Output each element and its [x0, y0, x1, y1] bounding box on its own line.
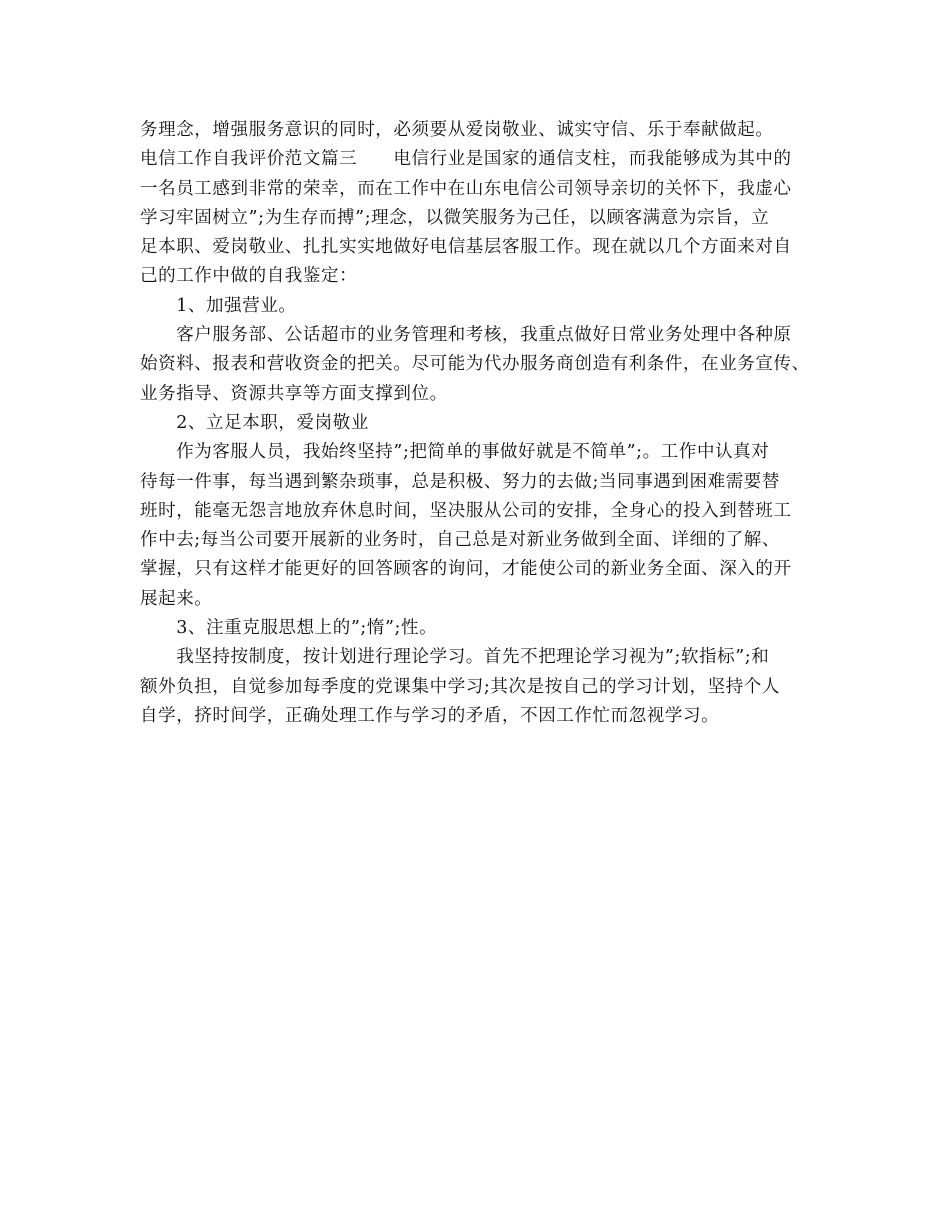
text-line: 展起来。 [140, 588, 213, 609]
text-line: 额外负担，自觉参加每季度的党课集中学习;其次是按自己的学习计划，坚持个人 [140, 676, 780, 697]
text-line: 作中去;每当公司要开展新的业务时，自己总是对新业务做到全面、详细的了解、 [140, 530, 780, 551]
text-line: 始资料、报表和营收资金的把关。尽可能为代办服务商创造有利条件，在业务宣传、 [140, 354, 810, 375]
text-line: 自学，挤时间学，正确处理工作与学习的矛盾，不因工作忙而忽视学习。 [140, 705, 720, 726]
text-line: 学习牢固树立”;为生存而搏”;理念，以微笑服务为己任，以顾客满意为宗旨，立 [140, 207, 770, 228]
text-line: 己的工作中做的自我鉴定： [140, 266, 358, 287]
text-line: 1、加强营业。 [140, 295, 297, 316]
text-line: 班时，能毫无怨言地放弃休息时间，坚决服从公司的安排，全身心的投入到替班工 [140, 500, 792, 521]
text-line: 客户服务部、公话超市的业务管理和考核，我重点做好日常业务处理中各种原 [140, 325, 792, 346]
document-body [140, 116, 840, 731]
text-line: 业务指导、资源共享等方面支撑到位。 [140, 383, 448, 404]
text-line: 2、立足本职，爱岗敬业 [140, 412, 369, 433]
text-line: 一名员工感到非常的荣幸，而在工作中在山东电信公司领导亲切的关怀下，我虚心 [140, 178, 792, 199]
text-line: 待每一件事，每当遇到繁杂琐事，总是积极、努力的去做;当同事遇到困难需要替 [140, 471, 780, 492]
text-line: 我坚持按制度，按计划进行理论学习。首先不把理论学习视为”;软指标”;和 [140, 647, 770, 668]
text-line: 足本职、爱岗敬业、扎扎实实地做好电信基层客服工作。现在就以几个方面来对自 [140, 237, 792, 258]
text-line: 3、注重克服思想上的”;惰”;性。 [140, 618, 438, 639]
text-line: 作为客服人员，我始终坚持”;把简单的事做好就是不简单”;。工作中认真对 [140, 442, 770, 463]
text-line: 掌握，只有这样才能更好的回答顾客的询问，才能使公司的新业务全面、深入的开 [140, 559, 792, 580]
text-line: 务理念，增强服务意识的同时，必须要从爱岗敬业、诚实守信、乐于奉献做起。 [140, 120, 774, 140]
text-line: 电信工作自我评价范文篇三 电信行业是国家的通信支柱，而我能够成为其中的 [140, 149, 792, 170]
